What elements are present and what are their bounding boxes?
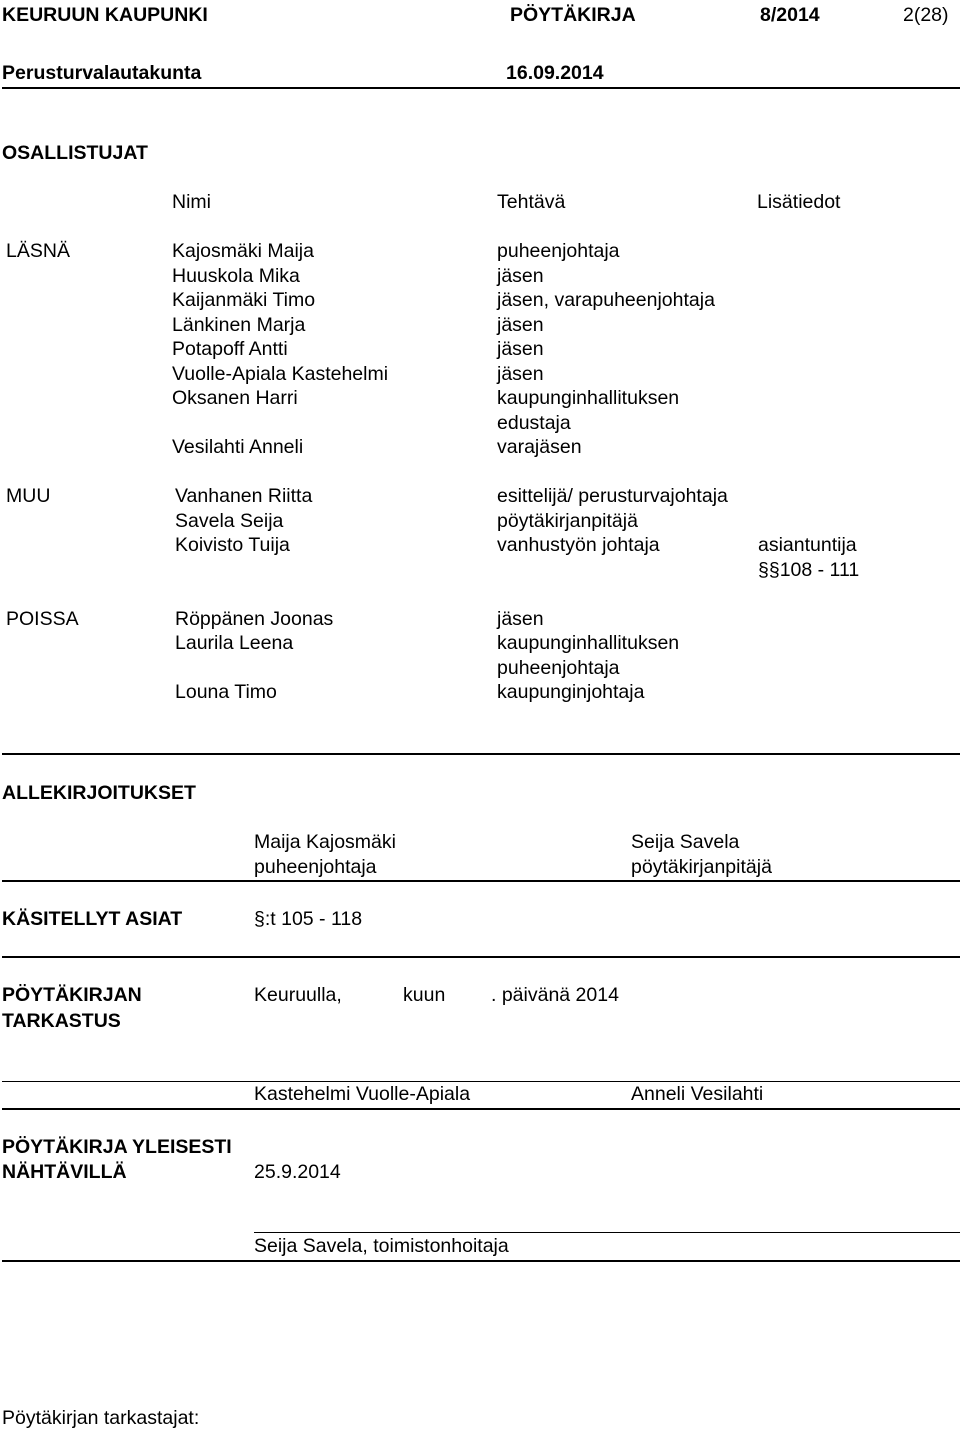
participant-name: Koivisto Tuija <box>175 534 290 556</box>
public-label-continued: NÄHTÄVILLÄ <box>2 1161 127 1183</box>
meeting-date: 16.09.2014 <box>506 62 604 84</box>
section-rule <box>2 1108 960 1110</box>
public-date: 25.9.2014 <box>254 1161 341 1183</box>
signature-line <box>2 1081 960 1082</box>
review-place: Keuruulla, <box>254 984 342 1006</box>
review-label-continued: TARKASTUS <box>2 1010 121 1032</box>
doc-number: 8/2014 <box>760 4 820 26</box>
column-extra: Lisätiedot <box>757 191 841 213</box>
doc-type: PÖYTÄKIRJA <box>510 4 636 26</box>
section-rule <box>2 1260 960 1262</box>
participant-name: Potapoff Antti <box>172 338 288 360</box>
present-label: LÄSNÄ <box>6 240 70 262</box>
participant-name: Vuolle-Apiala Kastehelmi <box>172 363 389 385</box>
participant-role: vanhustyön johtaja <box>497 534 660 556</box>
secretary-name: Seija Savela <box>631 831 740 853</box>
participant-role: pöytäkirjanpitäjä <box>497 510 638 532</box>
section-rule <box>2 956 960 958</box>
other-label: MUU <box>6 485 51 507</box>
participant-role: puheenjohtaja <box>497 240 620 262</box>
participant-role: jäsen <box>497 338 544 360</box>
participants-title: OSALLISTUJAT <box>2 142 148 164</box>
absent-label: POISSA <box>6 608 79 630</box>
participant-role: kaupunginhallituksen <box>497 387 680 409</box>
participant-name: Oksanen Harri <box>172 387 298 409</box>
handled-label: KÄSITELLYT ASIAT <box>2 908 183 930</box>
reviewer-name: Anneli Vesilahti <box>631 1083 764 1105</box>
page-number: 2(28) <box>903 4 949 26</box>
participant-name: Vesilahti Anneli <box>172 436 304 458</box>
chair-role: puheenjohtaja <box>254 856 377 878</box>
review-label: PÖYTÄKIRJAN <box>2 984 142 1006</box>
participant-role: jäsen <box>497 314 544 336</box>
section-rule <box>2 753 960 755</box>
participant-name: Kaijanmäki Timo <box>172 289 316 311</box>
participant-name: Länkinen Marja <box>172 314 306 336</box>
participant-name: Kajosmäki Maija <box>172 240 314 262</box>
participant-extra: asiantuntija <box>758 534 857 556</box>
participant-role: jäsen <box>497 608 544 630</box>
participant-role: jäsen, varapuheenjohtaja <box>497 289 715 311</box>
participant-role: esittelijä/ perusturvajohtaja <box>497 485 728 507</box>
participant-name: Louna Timo <box>175 681 277 703</box>
participant-name: Huuskola Mika <box>172 265 300 287</box>
participant-name: Savela Seija <box>175 510 284 532</box>
review-day-year: . päivänä 2014 <box>491 984 619 1006</box>
participant-role: varajäsen <box>497 436 582 458</box>
signatures-title: ALLEKIRJOITUKSET <box>2 782 196 804</box>
participant-role: jäsen <box>497 265 544 287</box>
column-role: Tehtävä <box>497 191 566 213</box>
participant-name: Röppänen Joonas <box>175 608 334 630</box>
header-rule <box>2 87 960 89</box>
committee-name: Perusturvalautakunta <box>2 62 202 84</box>
public-label: PÖYTÄKIRJA YLEISESTI <box>2 1136 232 1158</box>
participant-name: Vanhanen Riitta <box>175 485 313 507</box>
public-signer: Seija Savela, toimistonhoitaja <box>254 1235 509 1257</box>
participant-role-continued: puheenjohtaja <box>497 657 620 679</box>
chair-name: Maija Kajosmäki <box>254 831 396 853</box>
participant-role: kaupunginhallituksen <box>497 632 680 654</box>
handled-value: §:t 105 - 118 <box>254 908 363 930</box>
org-name: KEURUUN KAUPUNKI <box>2 4 208 26</box>
column-name: Nimi <box>172 191 211 213</box>
section-rule <box>2 880 960 882</box>
signature-line <box>254 1232 960 1233</box>
review-month: kuun <box>403 984 446 1006</box>
participant-extra-continued: §§108 - 111 <box>758 559 860 581</box>
participant-name: Laurila Leena <box>175 632 294 654</box>
participant-role: kaupunginjohtaja <box>497 681 645 703</box>
reviewer-name: Kastehelmi Vuolle-Apiala <box>254 1083 471 1105</box>
reviewers-footer-label: Pöytäkirjan tarkastajat: <box>2 1407 200 1429</box>
participant-role: jäsen <box>497 363 544 385</box>
participant-role-continued: edustaja <box>497 412 571 434</box>
secretary-role: pöytäkirjanpitäjä <box>631 856 772 878</box>
